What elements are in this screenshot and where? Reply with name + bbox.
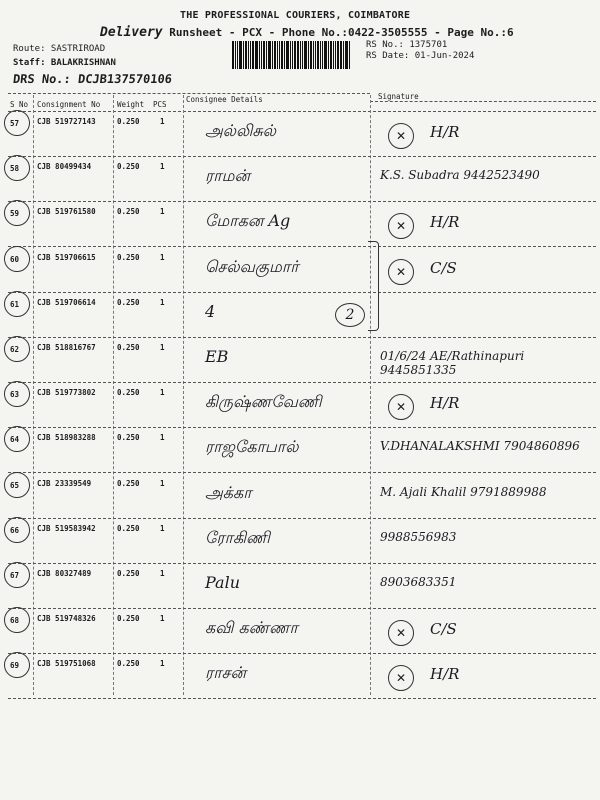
barcode-bar xyxy=(308,41,309,69)
row-signature-handwriting: C/S xyxy=(430,620,457,638)
row-consignment-no: CJB 519706614 xyxy=(37,298,96,307)
table-row xyxy=(0,475,600,520)
row-signature-handwriting: M. Ajali Khalil 9791889988 xyxy=(380,485,547,499)
row-rule xyxy=(8,246,596,247)
circled-number: 2 xyxy=(335,303,365,327)
col-consignment: Consignment No xyxy=(37,100,101,109)
company-title: THE PROFESSIONAL COURIERS, COIMBATORE xyxy=(180,10,411,21)
barcode-bar xyxy=(245,41,247,69)
row-pcs: 1 xyxy=(160,298,165,307)
col-consignee: Consignee Details xyxy=(186,95,263,104)
row-consignee-handwriting: ரோகிணி xyxy=(205,528,270,547)
row-serial: 57 xyxy=(10,119,20,128)
row-signature-handwriting: 01/6/24 AE/Rathinapuri 9445851335 xyxy=(380,349,525,377)
row-rule xyxy=(8,292,596,293)
row-serial: 63 xyxy=(10,390,20,399)
row-serial: 60 xyxy=(10,255,20,264)
barcode-bar xyxy=(302,41,303,69)
barcode-bar xyxy=(266,41,267,69)
barcode-bar xyxy=(337,41,339,69)
drs-number: DRS No.: DCJB137570106 xyxy=(12,72,173,86)
crossed-circle-mark: ✕ xyxy=(388,394,414,420)
row-serial: 67 xyxy=(10,571,20,580)
barcode-bar xyxy=(239,41,242,69)
row-weight: 0.250 xyxy=(117,343,140,352)
row-consignee-handwriting: ராமன் xyxy=(205,166,251,185)
table-row xyxy=(0,158,600,203)
barcode-bar xyxy=(324,41,327,69)
barcode-bar xyxy=(235,41,236,69)
row-serial: 61 xyxy=(10,300,20,309)
barcode-bar xyxy=(243,41,244,69)
barcode-bar xyxy=(268,41,271,69)
row-serial: 69 xyxy=(10,661,20,670)
row-pcs: 1 xyxy=(160,253,165,262)
table-row xyxy=(0,655,600,700)
barcode-bar xyxy=(330,41,332,69)
barcode-bar xyxy=(286,41,289,69)
row-consignment-no: CJB 519583942 xyxy=(37,524,96,533)
row-weight: 0.250 xyxy=(117,298,140,307)
row-pcs: 1 xyxy=(160,162,165,171)
row-signature-handwriting: C/S xyxy=(430,259,457,277)
barcode-bar xyxy=(345,41,348,69)
row-serial: 65 xyxy=(10,481,20,490)
subtitle-text: Runsheet - PCX - Phone No.:0422-3505555 - Page No.:6 xyxy=(169,26,514,39)
barcode-bar xyxy=(294,41,296,69)
row-weight: 0.250 xyxy=(117,207,140,216)
barcode xyxy=(232,41,362,69)
barcode-bar xyxy=(277,41,278,69)
row-serial: 64 xyxy=(10,435,20,444)
row-rule xyxy=(8,698,596,699)
row-rule xyxy=(8,382,596,383)
table-row xyxy=(0,113,600,158)
barcode-bar xyxy=(259,41,260,69)
table-row xyxy=(0,294,600,339)
barcode-bar xyxy=(300,41,301,69)
barcode-bar xyxy=(328,41,329,69)
crossed-circle-mark: ✕ xyxy=(388,620,414,646)
barcode-bar xyxy=(261,41,262,69)
row-signature-handwriting: 8903683351 xyxy=(380,575,457,589)
row-pcs: 1 xyxy=(160,479,165,488)
row-signature-handwriting: K.S. Subadra 9442523490 xyxy=(380,168,540,182)
row-consignment-no: CJB 518983288 xyxy=(37,433,96,442)
row-consignee-handwriting: மோகன Ag xyxy=(205,211,291,230)
barcode-bar xyxy=(279,41,280,69)
barcode-bar xyxy=(250,41,251,69)
row-pcs: 1 xyxy=(160,388,165,397)
row-pcs: 1 xyxy=(160,207,165,216)
barcode-bar xyxy=(255,41,258,69)
subtitle-prefix: Delivery xyxy=(100,25,163,40)
row-serial: 59 xyxy=(10,209,20,218)
barcode-bar xyxy=(252,41,254,69)
barcode-bar xyxy=(290,41,291,69)
table-row xyxy=(0,429,600,474)
row-consignment-no: CJB 519748326 xyxy=(37,614,96,623)
row-rule xyxy=(8,201,596,202)
barcode-bar xyxy=(272,41,273,69)
row-signature-handwriting: V.DHANALAKSHMI 7904860896 xyxy=(380,439,580,453)
col-weight: Weight xyxy=(117,100,145,109)
row-weight: 0.250 xyxy=(117,433,140,442)
row-weight: 0.250 xyxy=(117,569,140,578)
barcode-bar xyxy=(343,41,344,69)
row-pcs: 1 xyxy=(160,569,165,578)
runsheet-subtitle xyxy=(100,25,514,40)
row-weight: 0.250 xyxy=(117,117,140,126)
row-rule xyxy=(8,427,596,428)
table-row xyxy=(0,520,600,565)
row-consignee-handwriting: கிருஷ்ணவேணி xyxy=(205,392,322,411)
barcode-bar xyxy=(297,41,299,69)
crossed-circle-mark: ✕ xyxy=(388,259,414,285)
col-sno: S No xyxy=(10,100,29,109)
row-pcs: 1 xyxy=(160,659,165,668)
table-row xyxy=(0,384,600,429)
row-consignee-handwriting: செல்வகுமார் xyxy=(205,257,299,276)
barcode-bar xyxy=(333,41,334,69)
barcode-bar xyxy=(313,41,314,69)
row-consignee-handwriting: ராசன் xyxy=(205,663,246,682)
col-signature: Signature xyxy=(378,92,419,101)
row-serial: 66 xyxy=(10,526,20,535)
row-pcs: 1 xyxy=(160,117,165,126)
table-row xyxy=(0,249,600,294)
table-row xyxy=(0,203,600,248)
row-weight: 0.250 xyxy=(117,388,140,397)
row-consignment-no: CJB 519706615 xyxy=(37,253,96,262)
barcode-bar xyxy=(340,41,342,69)
header-top-rule xyxy=(8,93,370,94)
row-consignment-no: CJB 519727143 xyxy=(37,117,96,126)
row-consignment-no: CJB 519761580 xyxy=(37,207,96,216)
barcode-bar xyxy=(237,41,238,69)
row-rule xyxy=(8,563,596,564)
barcode-bar xyxy=(284,41,285,69)
barcode-bar xyxy=(274,41,276,69)
row-consignment-no: CJB 23339549 xyxy=(37,479,92,488)
row-consignee-handwriting: ராஜகோபால் xyxy=(205,437,299,456)
signature-top-rule xyxy=(370,101,596,102)
barcode-bar xyxy=(335,41,336,69)
crossed-circle-mark: ✕ xyxy=(388,665,414,691)
row-signature-handwriting: 9988556983 xyxy=(380,530,457,544)
staff-label: Staff: BALAKRISHNAN xyxy=(13,58,116,68)
row-serial: 62 xyxy=(10,345,20,354)
row-consignee-handwriting: கவி கண்ணா xyxy=(205,618,298,637)
col-pcs: PCS xyxy=(153,100,167,109)
row-rule xyxy=(8,518,596,519)
row-consignee-handwriting: EB xyxy=(205,347,229,366)
barcode-bar xyxy=(317,41,319,69)
row-weight: 0.250 xyxy=(117,524,140,533)
row-consignment-no: CJB 518816767 xyxy=(37,343,96,352)
row-signature-handwriting: H/R xyxy=(430,665,460,683)
row-consignment-no: CJB 80327489 xyxy=(37,569,92,578)
row-rule xyxy=(8,472,596,473)
row-pcs: 1 xyxy=(160,614,165,623)
rs-date: RS Date: 01-Jun-2024 xyxy=(366,51,475,61)
barcode-bar xyxy=(304,41,307,69)
barcode-bar xyxy=(232,41,234,69)
barcode-bar xyxy=(315,41,316,69)
row-weight: 0.250 xyxy=(117,479,140,488)
barcode-bar xyxy=(320,41,321,69)
row-consignee-handwriting: Palu xyxy=(205,573,241,592)
rs-number: RS No.: 1375701 xyxy=(366,40,448,50)
row-consignment-no: CJB 80499434 xyxy=(37,162,92,171)
row-consignment-no: CJB 519773802 xyxy=(37,388,96,397)
row-consignment-no: CJB 519751068 xyxy=(37,659,96,668)
row-weight: 0.250 xyxy=(117,162,140,171)
table-row xyxy=(0,610,600,655)
barcode-bar xyxy=(263,41,265,69)
row-pcs: 1 xyxy=(160,343,165,352)
row-rule xyxy=(8,653,596,654)
row-serial: 58 xyxy=(10,164,20,173)
row-consignee-handwriting: 4 xyxy=(205,302,216,321)
barcode-bar xyxy=(322,41,323,69)
crossed-circle-mark: ✕ xyxy=(388,213,414,239)
table-row xyxy=(0,565,600,610)
route-label: Route: SASTRIROAD xyxy=(13,44,106,54)
row-pcs: 1 xyxy=(160,433,165,442)
barcode-bar xyxy=(349,41,350,69)
table-row xyxy=(0,339,600,384)
row-consignee-handwriting: அல்லிசுல் xyxy=(205,121,277,140)
row-rule xyxy=(8,156,596,157)
barcode-bar xyxy=(248,41,249,69)
row-pcs: 1 xyxy=(160,524,165,533)
barcode-bar xyxy=(292,41,293,69)
row-rule xyxy=(8,608,596,609)
row-signature-handwriting: H/R xyxy=(430,394,460,412)
barcode-bar xyxy=(281,41,283,69)
row-consignee-handwriting: அக்கா xyxy=(205,483,252,502)
crossed-circle-mark: ✕ xyxy=(388,123,414,149)
bracket-mark xyxy=(368,241,379,331)
row-weight: 0.250 xyxy=(117,614,140,623)
row-weight: 0.250 xyxy=(117,253,140,262)
header-bottom-rule xyxy=(8,111,596,112)
row-rule xyxy=(8,337,596,338)
row-serial: 68 xyxy=(10,616,20,625)
row-weight: 0.250 xyxy=(117,659,140,668)
row-signature-handwriting: H/R xyxy=(430,123,460,141)
row-signature-handwriting: H/R xyxy=(430,213,460,231)
barcode-bar xyxy=(310,41,312,69)
